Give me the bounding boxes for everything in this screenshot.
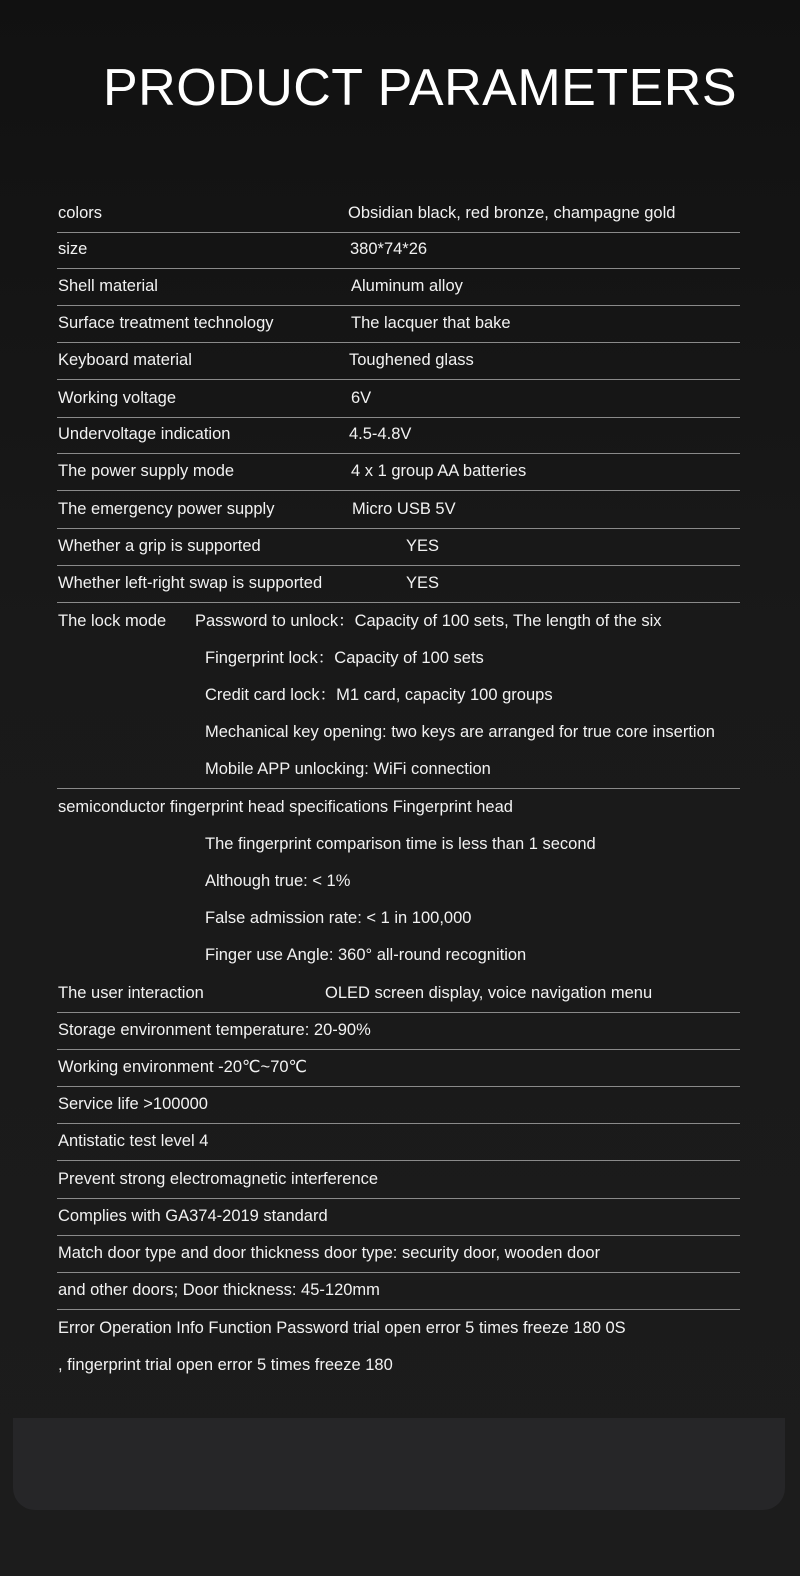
spec-line [57,1198,740,1236]
spec-label: The emergency power supply [58,500,275,518]
spec-label: Surface treatment technology [58,314,274,332]
fingerprint-item: Finger use Angle: 360° all-round recognition [205,946,527,964]
spec-line-text: Prevent strong electromagnetic interference [58,1170,379,1188]
spec-line-text: Complies with GA374-2019 standard [58,1207,328,1225]
spec-value: YES [406,537,440,555]
fingerprint-row [57,826,740,863]
spec-label: The power supply mode [58,462,235,480]
lock-mode-item: Credit card lock：M1 card, capacity 100 groups [205,686,553,704]
spec-value: OLED screen display, voice navigation menu [325,984,653,1002]
spec-line [57,1347,740,1384]
spec-row-user-interaction [57,975,740,1013]
spec-value: Toughened glass [349,351,474,369]
spec-label: semiconductor fingerprint head specifications Fingerprint head [58,798,513,816]
spec-line [57,1310,740,1347]
lock-mode-row [57,640,740,677]
spec-line-text: Antistatic test level 4 [58,1132,209,1150]
lock-mode-row [57,714,800,751]
spec-value: YES [406,574,440,592]
lock-mode-item: Password to unlock：Capacity of 100 sets, The length of the six [195,612,662,630]
spec-line [57,1049,740,1087]
spec-value: 4.5-4.8V [349,425,412,443]
spec-row-working-voltage [57,380,740,418]
spec-label: Whether a grip is supported [58,537,261,555]
fingerprint-item: Although true: < 1% [205,872,351,890]
spec-row-emergency-power [57,491,740,529]
spec-row-left-right-swap [57,565,740,603]
spec-line-text: and other doors; Door thickness: 45-120mm [58,1281,380,1299]
spec-value: Aluminum alloy [351,277,463,295]
spec-value: 6V [351,389,372,407]
spec-label: The user interaction [58,984,204,1002]
spec-label: Working voltage [58,389,177,407]
spec-line-text: , fingerprint trial open error 5 times freeze 180 [58,1356,393,1374]
spec-value: Obsidian black, red bronze, champagne gold [348,204,676,222]
spec-value: 4 x 1 group AA batteries [351,462,527,480]
spec-line-text: Error Operation Info Function Password trial open error 5 times freeze 180 0S [58,1319,626,1337]
spec-value: The lacquer that bake [351,314,511,332]
spec-label: size [58,240,88,258]
fingerprint-item: The fingerprint comparison time is less than 1 second [205,835,596,853]
lock-mode-item: Fingerprint lock：Capacity of 100 sets [205,649,484,667]
spec-value: 380*74*26 [350,240,428,258]
spec-line-text: Service life >100000 [58,1095,208,1113]
lock-mode-row [57,751,740,789]
fingerprint-row [57,789,740,826]
spec-line-text: Match door type and door thickness door type: security door, wooden door [58,1244,601,1262]
spec-value: Micro USB 5V [352,500,456,518]
lock-mode-row [57,603,740,640]
spec-row-grip [57,528,740,566]
spec-row-shell-material [57,268,740,306]
spec-row-undervoltage [57,416,740,454]
spec-label: The lock mode [58,612,167,630]
spec-label: Shell material [58,277,158,295]
fingerprint-item: False admission rate: < 1 in 100,000 [205,909,472,927]
spec-line-text: Storage environment temperature: 20-90% [58,1021,371,1039]
spec-line [57,1086,740,1124]
spec-row-surface-treatment [57,305,740,343]
footer-panel [13,1418,785,1510]
spec-line [57,1161,740,1199]
spec-line [57,1235,740,1273]
lock-mode-row [57,677,740,714]
spec-row-keyboard-material [57,342,740,380]
spec-label: Undervoltage indication [58,425,231,443]
spec-line [57,1123,740,1161]
fingerprint-row [57,937,740,974]
spec-line [57,1012,740,1050]
spec-row-colors [57,195,740,233]
lock-mode-item: Mobile APP unlocking: WiFi connection [205,760,491,778]
spec-label: colors [58,204,103,222]
fingerprint-row [57,863,740,900]
lock-mode-item: Mechanical key opening: two keys are arranged for true core insertion [205,723,715,741]
spec-label: Keyboard material [58,351,192,369]
spec-label: Whether left-right swap is supported [58,574,323,592]
spec-row-power-supply-mode [57,453,740,491]
page-title: PRODUCT PARAMETERS [102,59,738,117]
fingerprint-row [57,900,740,937]
spec-line-text: Working environment -20℃~70℃ [58,1058,308,1076]
spec-line [57,1272,740,1310]
spec-row-size [57,231,740,269]
